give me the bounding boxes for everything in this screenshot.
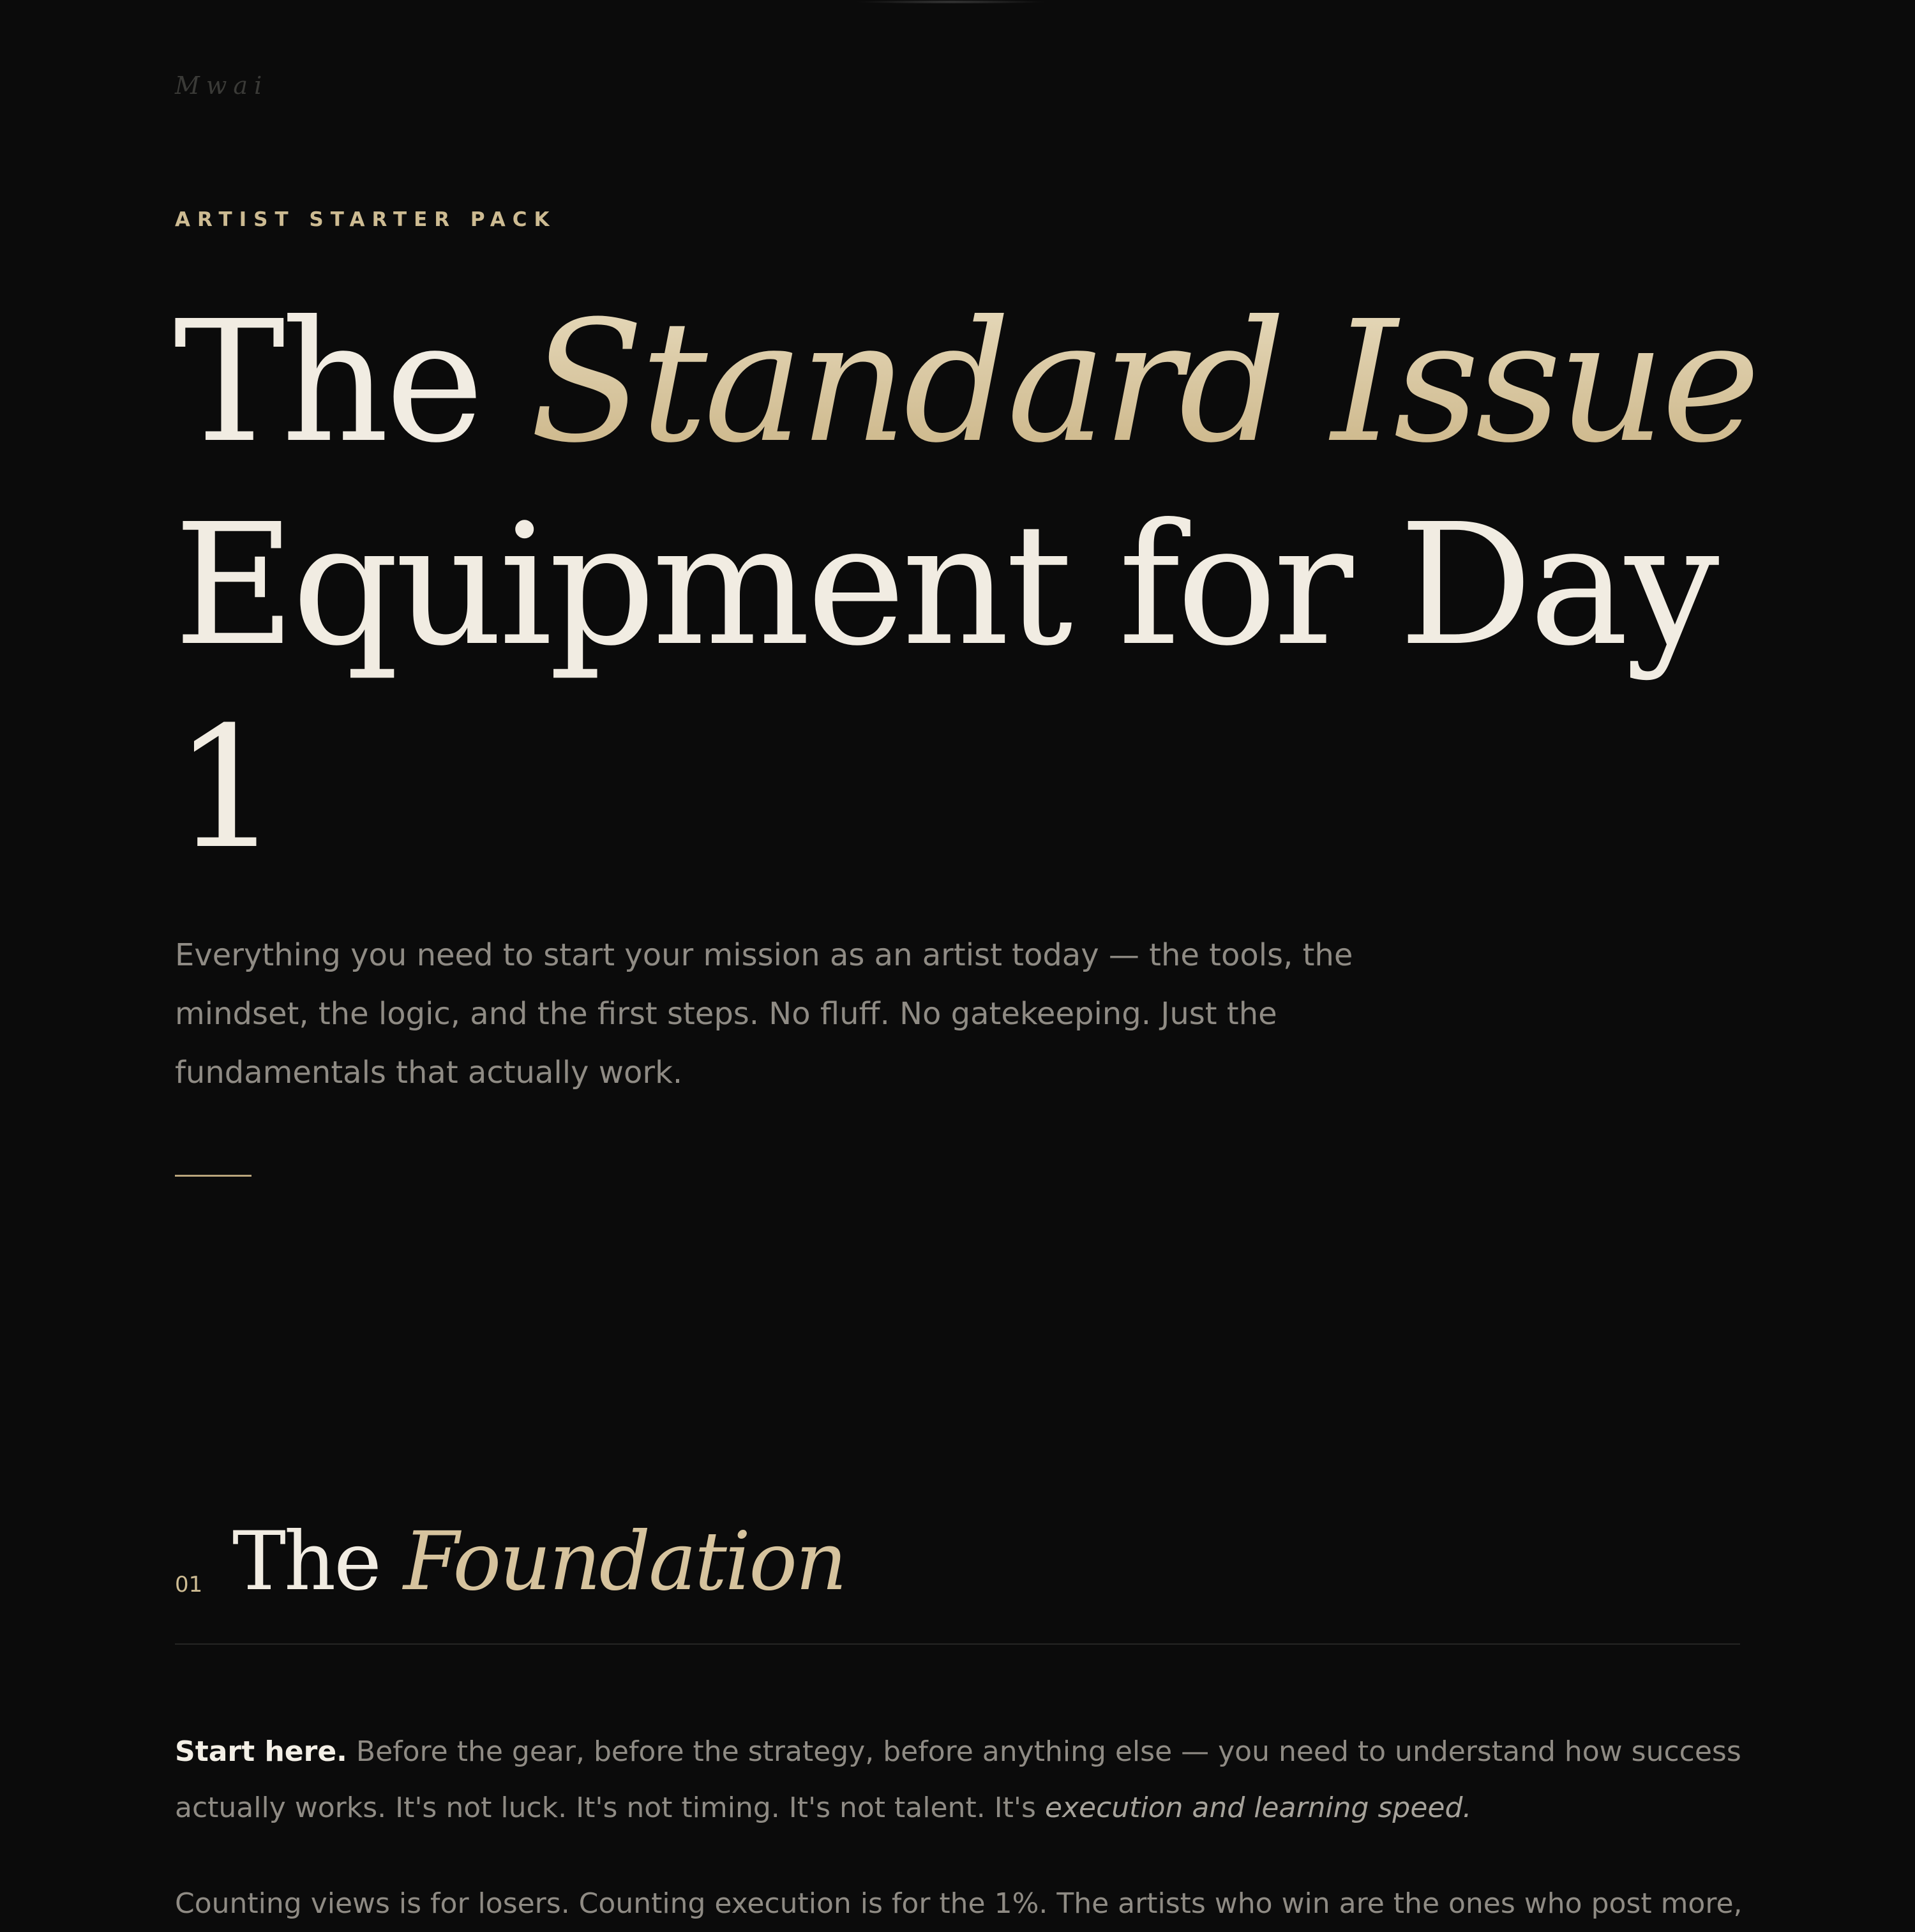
brand-logo[interactable]: Mwai [175, 72, 269, 100]
hero-title-suffix: Equipment for Day 1 [174, 488, 1716, 886]
hero-intro: Everything you need to start your mission as an artist today — the tools, the mindset, the logic, and the first steps. No fluff. No gatekeeping. Just the fundamentals that actually work. [175, 937, 1353, 1091]
paragraph-emphasis: execution and learning speed. [1044, 1792, 1472, 1824]
hero-title-prefix: The [174, 285, 530, 479]
hero-divider [175, 1175, 252, 1177]
section-number: 01 [175, 1572, 203, 1597]
section-divider [175, 1643, 1740, 1645]
hero-title-accent: Standard Issue [529, 285, 1757, 479]
hero-title [174, 281, 1795, 890]
section-paragraph-2: Counting views is for losers. Counting execution is for the 1%. The artists who win are the ones who post more, [175, 1887, 1743, 1920]
hero-eyebrow: ARTIST STARTER PACK [175, 208, 557, 231]
paragraph-text: Before the gear, before the strategy, before anything else — you need to understand how success actually works. It's not luck. It's not timing. It's not talent. It's [175, 1735, 1741, 1824]
section-title-prefix: The [232, 1514, 403, 1608]
top-edge-glow [855, 0, 1047, 4]
section-paragraph-1 [175, 1724, 1758, 1836]
section-title [232, 1511, 845, 1613]
section-title-accent: Foundation [403, 1514, 846, 1608]
paragraph-lead: Start here. [175, 1735, 347, 1768]
